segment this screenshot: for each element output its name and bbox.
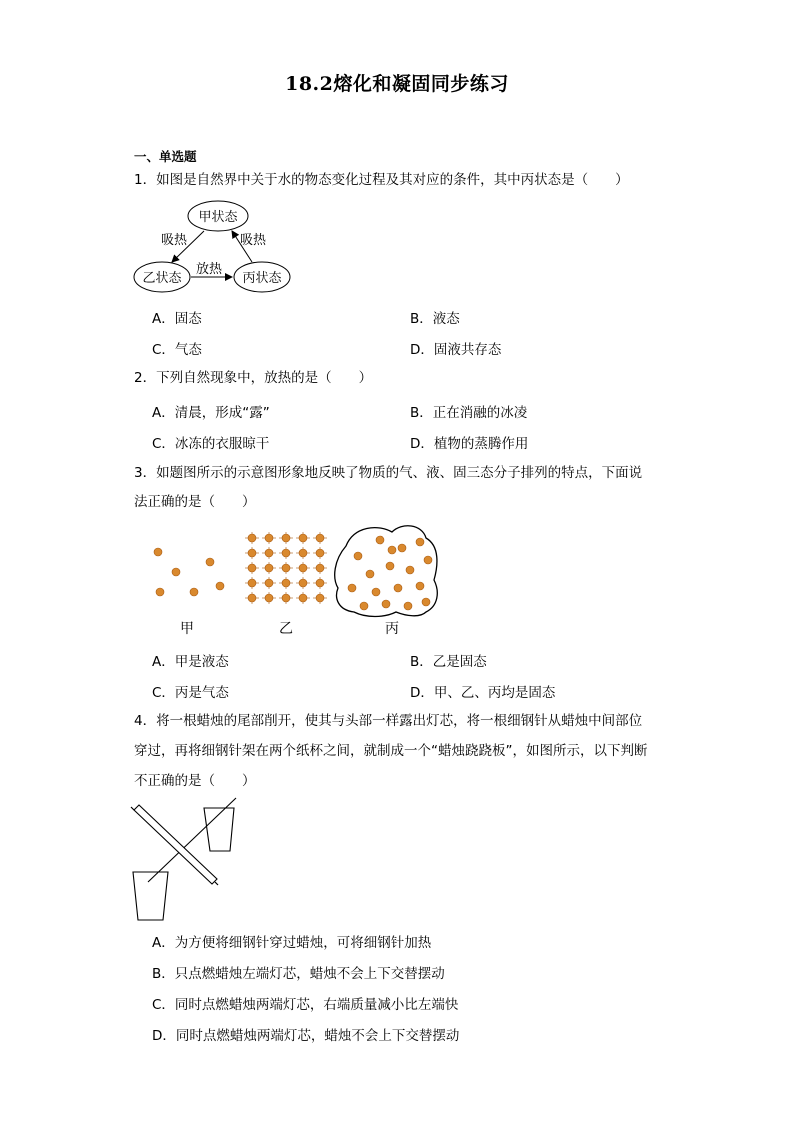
question-4-stem-line3: 不正确的是（ ）	[134, 773, 256, 789]
page-title: 18.2熔化和凝固同步练习	[285, 73, 509, 95]
solid-molecule-dot	[299, 549, 307, 557]
solid-molecule-dot	[248, 564, 256, 572]
liquid-molecule	[398, 544, 406, 552]
solid-molecule-dot	[248, 534, 256, 542]
gas-molecule	[156, 588, 164, 596]
solid-molecule-dot	[316, 549, 324, 557]
liquid-molecule	[422, 598, 430, 606]
solid-molecule-dot	[265, 549, 273, 557]
q3-option-d: D．甲、乙、丙均是固态	[410, 685, 556, 701]
gas-molecule	[216, 582, 224, 590]
q3-option-a: A．甲是液态	[152, 654, 229, 670]
solid-molecule	[279, 562, 293, 574]
liquid-molecule	[386, 562, 394, 570]
liquid-molecule	[388, 546, 396, 554]
solid-molecule-dot	[265, 579, 273, 587]
left-wick	[131, 807, 134, 810]
liquid-molecule	[406, 566, 414, 574]
solid-molecule-dot	[248, 594, 256, 602]
solid-molecule-dot	[316, 534, 324, 542]
liquid-molecule	[376, 536, 384, 544]
solid-molecule-dot	[248, 579, 256, 587]
candle-seesaw-figure	[128, 796, 243, 924]
liquid-molecule	[404, 602, 412, 610]
solid-molecule-dot	[282, 534, 290, 542]
solid-molecule	[279, 547, 293, 559]
q3-option-c: C．丙是气态	[152, 685, 229, 701]
state-change-diagram	[128, 198, 298, 298]
solid-molecule-dot	[299, 564, 307, 572]
liquid-molecule	[382, 600, 390, 608]
solid-molecule	[296, 547, 310, 559]
right-wick	[215, 882, 218, 885]
solid-molecule	[313, 577, 327, 589]
liquid-molecule	[416, 582, 424, 590]
q1-option-d: D．固液共存态	[410, 342, 502, 358]
section-heading: 一、单选题	[134, 149, 197, 164]
question-4-stem-line2: 穿过，再将细钢针架在两个纸杯之间，就制成一个“蜡烛跷跷板”，如图所示，以下判断	[134, 743, 648, 759]
solid-molecule	[262, 562, 276, 574]
solid-molecule-dot	[265, 594, 273, 602]
q2-option-c: C．冰冻的衣服晾干	[152, 436, 270, 452]
solid-molecule-dot	[282, 594, 290, 602]
solid-molecule	[296, 532, 310, 544]
state-bing-label: 丙状态	[242, 271, 282, 286]
figure-label-bing: 丙	[385, 621, 399, 637]
solid-molecule	[313, 532, 327, 544]
question-4-stem-line1: 4．将一根蜡烛的尾部削开，使其与头部一样露出灯芯，将一根细钢针从蜡烛中间部位	[134, 713, 643, 729]
solid-molecule	[296, 592, 310, 604]
q1-option-c: C．气态	[152, 342, 202, 358]
gas-molecule	[190, 588, 198, 596]
solid-molecule	[262, 532, 276, 544]
solid-molecule-dot	[316, 564, 324, 572]
liquid-molecule	[424, 556, 432, 564]
right-arrow-label: 吸热	[240, 233, 267, 248]
solid-molecule-dot	[282, 579, 290, 587]
solid-molecule	[262, 592, 276, 604]
solid-molecule	[262, 577, 276, 589]
q1-option-a: A．固态	[152, 311, 202, 327]
solid-molecule	[245, 562, 259, 574]
solid-molecule-dot	[265, 564, 273, 572]
solid-molecule	[245, 592, 259, 604]
q4-option-c: C．同时点燃蜡烛两端灯芯，右端质量减小比左端快	[152, 997, 459, 1013]
liquid-molecule	[354, 552, 362, 560]
liquid-molecule	[348, 584, 356, 592]
q2-option-a: A．清晨，形成“露”	[152, 405, 270, 421]
solid-molecule-dot	[299, 594, 307, 602]
solid-molecule	[313, 547, 327, 559]
molecule-arrangement-figure	[140, 518, 450, 642]
gas-molecule	[154, 548, 162, 556]
solid-molecule	[313, 562, 327, 574]
solid-molecule	[313, 592, 327, 604]
liquid-molecule	[372, 588, 380, 596]
figure-label-yi: 乙	[279, 621, 293, 637]
solid-molecule	[279, 577, 293, 589]
solid-molecule	[262, 547, 276, 559]
solid-molecule-dot	[316, 579, 324, 587]
q1-option-b: B．液态	[410, 311, 460, 327]
solid-molecules	[245, 532, 327, 604]
solid-molecule-dot	[282, 549, 290, 557]
state-yi-label: 乙状态	[142, 271, 182, 286]
liquid-molecule	[416, 538, 424, 546]
solid-molecule-dot	[299, 534, 307, 542]
solid-molecule	[279, 592, 293, 604]
question-1-stem: 1．如图是自然界中关于水的物态变化过程及其对应的条件，其中丙状态是（ ）	[134, 172, 629, 188]
question-3-stem-line1: 3．如题图所示的示意图形象地反映了物质的气、液、固三态分子排列的特点，下面说	[134, 465, 643, 481]
gas-molecules	[154, 548, 224, 596]
solid-molecule	[296, 577, 310, 589]
solid-molecule-dot	[282, 564, 290, 572]
solid-molecule-dot	[265, 534, 273, 542]
solid-molecule	[296, 562, 310, 574]
liquid-molecule	[360, 602, 368, 610]
solid-molecule	[245, 532, 259, 544]
liquid-molecule	[366, 570, 374, 578]
solid-molecule	[245, 577, 259, 589]
state-jia-label: 甲状态	[198, 210, 238, 225]
question-3-stem-line2: 法正确的是（ ）	[134, 494, 256, 510]
figure-label-jia: 甲	[180, 621, 194, 637]
q2-option-d: D．植物的蒸腾作用	[410, 436, 529, 452]
gas-molecule	[206, 558, 214, 566]
gas-molecule	[172, 568, 180, 576]
q4-option-b: B．只点燃蜡烛左端灯芯，蜡烛不会上下交替摆动	[152, 966, 445, 982]
left-arrow-label: 吸热	[161, 233, 188, 248]
q3-option-b: B．乙是固态	[410, 654, 487, 670]
question-2-stem: 2．下列自然现象中，放热的是（ ）	[134, 370, 373, 386]
liquid-molecule	[394, 584, 402, 592]
solid-molecule	[279, 532, 293, 544]
solid-molecule-dot	[299, 579, 307, 587]
q2-option-b: B．正在消融的冰凌	[410, 405, 528, 421]
solid-molecule	[245, 547, 259, 559]
solid-molecule-dot	[316, 594, 324, 602]
solid-molecule-dot	[248, 549, 256, 557]
bottom-arrow-label: 放热	[196, 262, 223, 277]
q4-option-a: A．为方便将细钢针穿过蜡烛，可将细钢针加热	[152, 935, 432, 951]
q4-option-d: D．同时点燃蜡烛两端灯芯，蜡烛不会上下交替摆动	[152, 1028, 460, 1044]
liquid-molecules	[348, 536, 432, 610]
